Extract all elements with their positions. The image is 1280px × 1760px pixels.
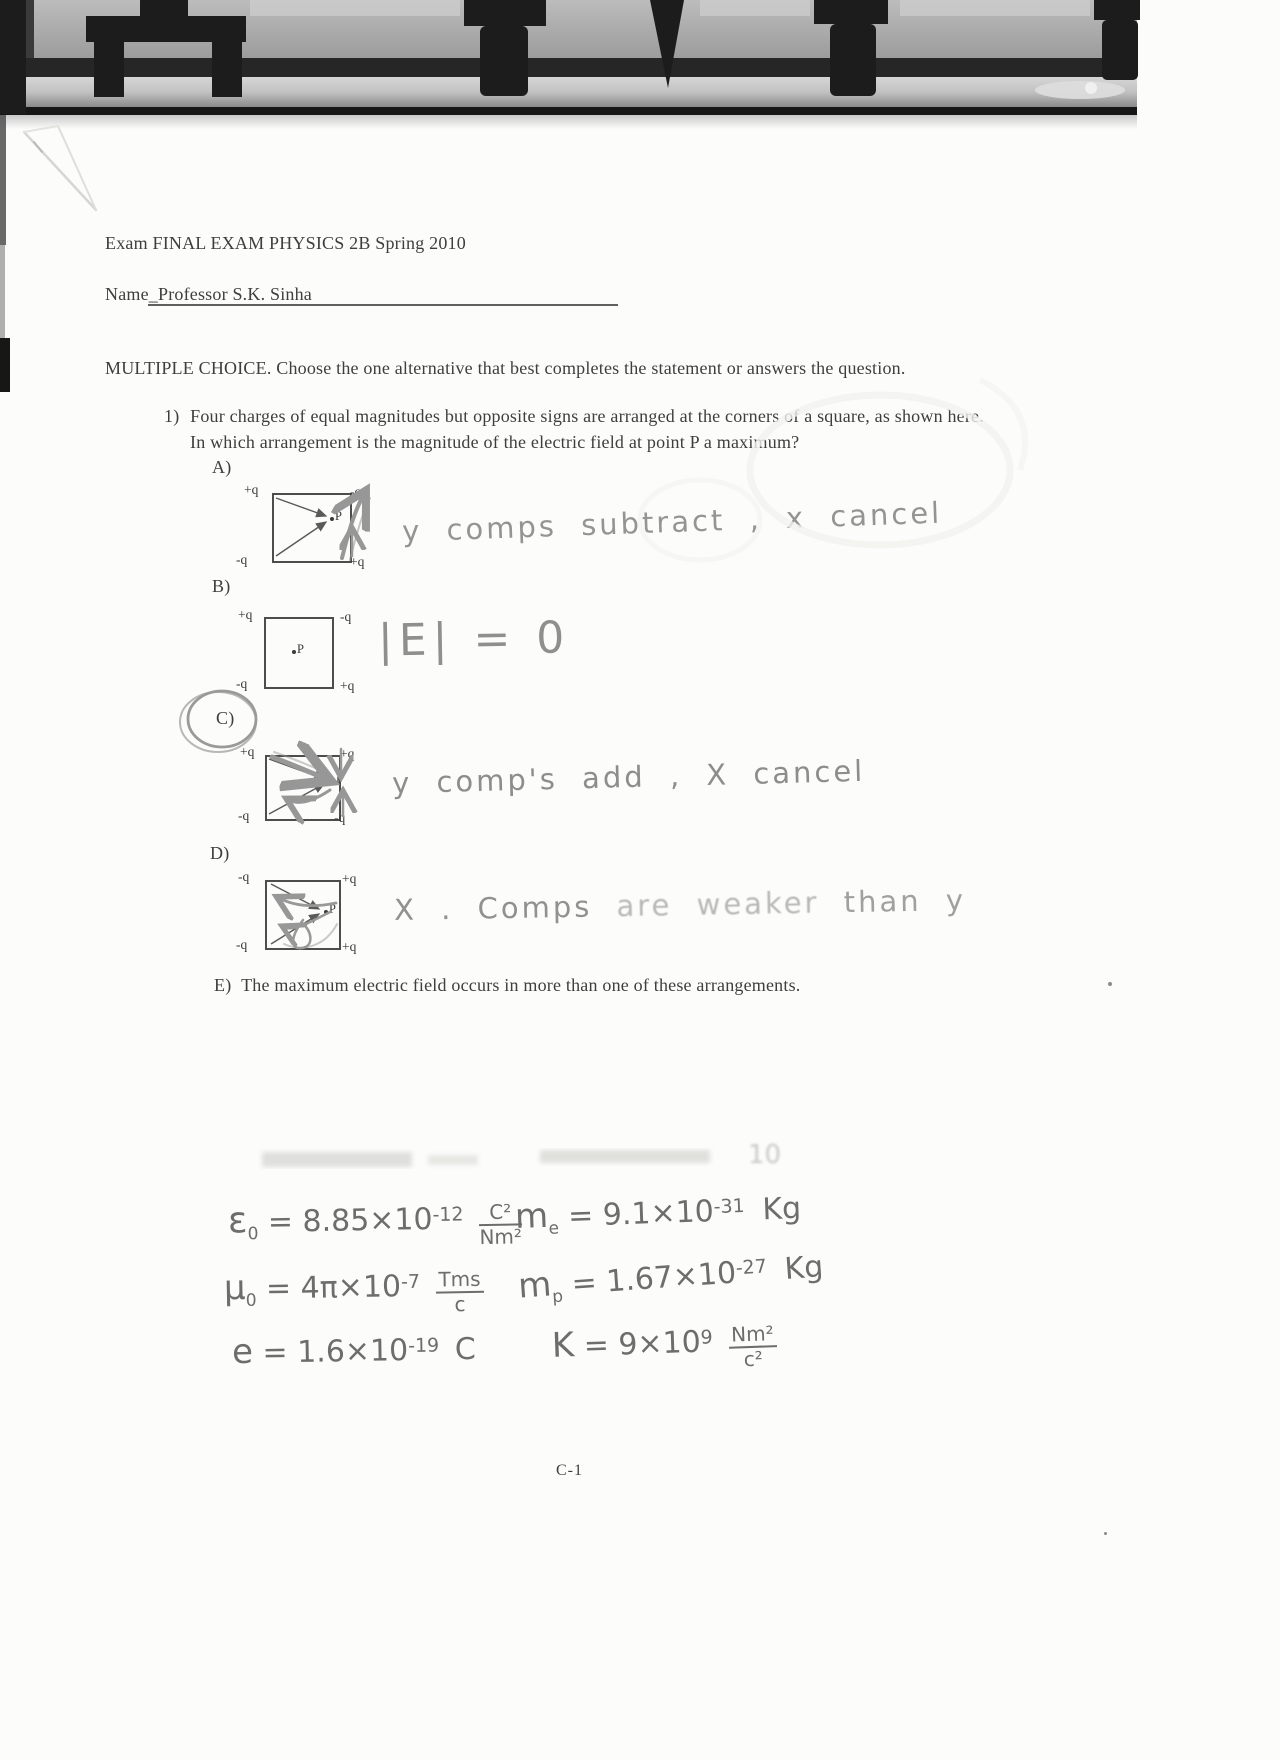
option-e-line: [214, 975, 800, 996]
constant-mu0: $\mu_0 = 4\pi\times 10^{-7}$ $\frac{\text{Tms}}{c}$: [224, 1264, 485, 1320]
mu0-symbol: μ: [223, 1267, 246, 1309]
roller-highlight: [1035, 81, 1125, 99]
handwritten-note-c: y comp's add , X cancel: [391, 753, 866, 801]
corner-fold-crease: [24, 126, 96, 210]
option-b-point-label: P: [297, 642, 304, 656]
option-a-point-label: P: [335, 509, 342, 523]
exam-title: Exam FINAL EXAM PHYSICS 2B Spring 2010: [105, 233, 466, 253]
option-b-charge-bottom-right: +q: [340, 678, 355, 693]
option-d-charge-bottom-right: +q: [342, 939, 357, 954]
constant-electron-mass: $m_e = 9.1\times 10^{-31}$ Kg: [514, 1191, 802, 1239]
k-units-fraction: $\frac{\text{Nm²}}{\text{c²}}$: [728, 1323, 778, 1371]
printed-field-arrows: [269, 498, 326, 944]
mu0-units-fraction: $\frac{\text{Tms}}{c}$: [435, 1269, 484, 1316]
erased-pencil-smudge: [262, 1150, 710, 1167]
question-1-line1: [164, 406, 984, 427]
copier-clips: [0, 0, 1140, 114]
option-d-charge-top-right: +q: [342, 871, 357, 886]
constant-coulomb-k: $K = 9\times 10^9$ $\frac{\text{Nm²}}{\text{c²}}$: [551, 1318, 778, 1377]
epsilon0-symbol: ε: [227, 1200, 248, 1242]
handwritten-note-b: |E| = 0: [377, 612, 571, 667]
handwritten-note-a: y comps subtract , x cancel: [401, 495, 943, 549]
faint-erased-mark: 10: [748, 1140, 782, 1170]
option-d-point-dot: [324, 910, 328, 914]
option-c-square-diagram: [265, 755, 341, 821]
option-c-charge-bottom-right: -q: [334, 810, 346, 825]
option-e-label: E): [214, 975, 232, 995]
option-a-charge-top-left: +q: [244, 482, 259, 497]
option-b-charge-bottom-left: -q: [236, 676, 248, 691]
paper-edge-artifact: [0, 115, 10, 392]
me-symbol: m: [514, 1195, 549, 1237]
name-underline: [148, 304, 618, 306]
handwritten-note-d: [394, 883, 967, 927]
k-symbol: K: [551, 1325, 575, 1366]
e-symbol: e: [231, 1331, 254, 1373]
note-d-part2: are weaker: [616, 885, 820, 924]
instructions-line: MULTIPLE CHOICE. Choose the one alternative that best completes the statement or answers the question.: [105, 358, 906, 378]
scan-speck: [1104, 1532, 1107, 1535]
mp-symbol: m: [516, 1264, 553, 1307]
name-line: Name_Professor S.K. Sinha: [105, 284, 312, 304]
copier-feed-bar: [0, 0, 1137, 129]
option-a-charge-top-right: -q: [350, 484, 362, 499]
option-a-point-dot: [330, 517, 334, 521]
option-a-square-diagram: [272, 493, 352, 563]
scan-speck: [1108, 982, 1112, 986]
constant-proton-mass: $m_p = 1.67\times 10^{-27}$ Kg: [516, 1249, 825, 1308]
option-c-charge-top-right: +q: [340, 746, 355, 761]
option-b-point-dot: [292, 650, 296, 654]
option-b-label: B): [212, 576, 231, 596]
note-d-part3: than y: [843, 883, 967, 920]
page-number: C-1: [556, 1462, 583, 1479]
constant-epsilon0: $\varepsilon_0 = 8.85\times 10^{-12}$ $\frac{\text{C²}}{\text{Nm²}}$: [227, 1199, 523, 1250]
note-d-part1: X . Comps: [393, 889, 593, 927]
question-1-line2: In which arrangement is the magnitude of the electric field at point P a maximum?: [190, 432, 800, 452]
option-c-label: C): [216, 708, 235, 728]
option-a-charge-bottom-right: +q: [350, 554, 365, 569]
option-d-charge-top-left: -q: [238, 869, 250, 884]
option-c-charge-top-left: +q: [240, 744, 255, 759]
question-text-1: Four charges of equal magnitudes but opposite signs are arranged at the corners of a square, as shown here.: [190, 406, 984, 426]
question-number: 1): [164, 406, 180, 426]
option-e-text: The maximum electric field occurs in more than one of these arrangements.: [241, 975, 801, 995]
option-d-charge-bottom-left: -q: [236, 937, 248, 952]
epsilon0-units-fraction: $\frac{\text{C²}}{\text{Nm²}}$: [479, 1199, 523, 1250]
constant-elementary-charge: $e = 1.6\times 10^{-19}$ C: [231, 1331, 477, 1373]
option-c-charge-bottom-left: -q: [238, 808, 250, 823]
option-c-point-dot: [331, 780, 335, 784]
option-a-label: A): [212, 457, 232, 477]
option-c-point-label: P: [336, 772, 343, 786]
option-a-charge-bottom-left: -q: [236, 552, 248, 567]
option-b-charge-top-left: +q: [238, 607, 253, 622]
option-d-point-label: P: [329, 902, 336, 916]
option-b-charge-top-right: -q: [340, 609, 352, 624]
option-d-label: D): [210, 843, 230, 863]
scanner-artifact: [0, 0, 1280, 132]
